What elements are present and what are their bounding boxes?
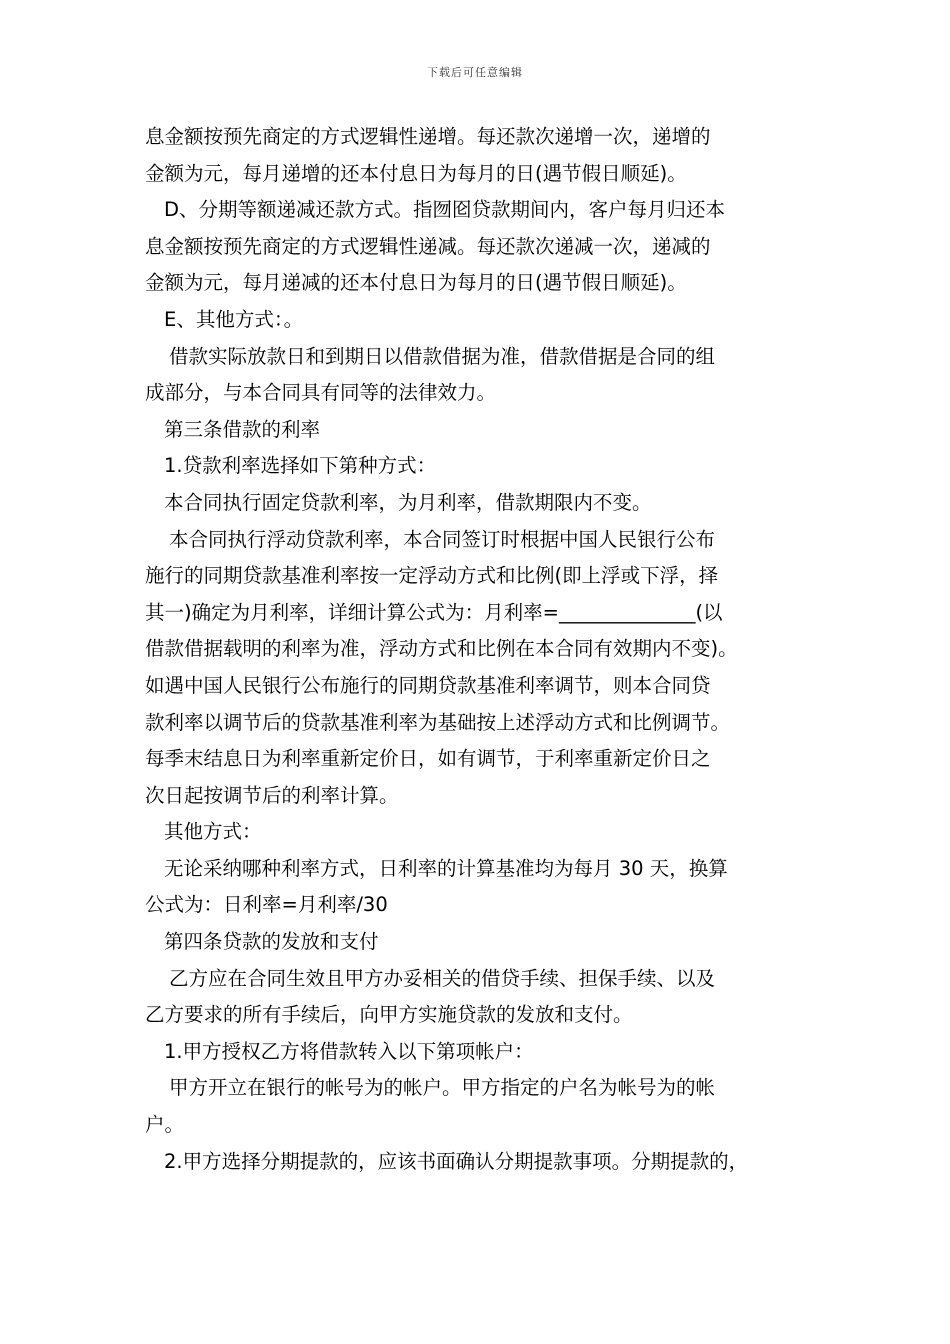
text-line: 1.贷款利率选择如下第种方式： [164, 454, 437, 478]
text-line: 甲方开立在银行的帐号为的帐户。甲方指定的户名为帐号为的帐 [169, 1076, 716, 1100]
text-line: 第三条借款的利率 [164, 417, 321, 441]
text-line: 息金额按预先商定的方式逻辑性递减。每还款次递减一次，递减的 [145, 234, 711, 258]
text-line: 次日起按调节后的利率计算。 [145, 783, 399, 807]
text-line: 施行的同期贷款基准利率按一定浮动方式和比例(即上浮或下浮，择 [145, 564, 719, 588]
text-line: 每季末结息日为利率重新定价日，如有调节，于利率重新定价日之 [145, 747, 711, 771]
text-line: D、分期等额递减还款方式。指囫囵贷款期间内，客户每月归还本 [164, 198, 726, 222]
text-line: 息金额按预先商定的方式逻辑性递增。每还款次递增一次，递增的 [145, 125, 711, 148]
text-line: 户。 [145, 1113, 185, 1137]
text-line: 其一)确定为月利率，详细计算公式为：月利率=______________(以 [145, 600, 723, 624]
text-line: 乙方应在合同生效且甲方办妥相关的借贷手续、担保手续、以及 [169, 966, 716, 990]
document-body [145, 119, 810, 1180]
text-line: E、其他方式：。 [164, 307, 304, 331]
text-line: 2.甲方选择分期提款的，应该书面确认分期提款事项。分期提款的， [164, 1149, 749, 1173]
text-line: 借款借据载明的利率为准，浮动方式和比例在本合同有效期内不变)。 [145, 637, 738, 661]
text-line: 乙方要求的所有手续后，向甲方实施贷款的发放和支付。 [145, 1003, 633, 1027]
text-line: 公式为：日利率=月利率/30 [145, 893, 388, 917]
text-line: 如遇中国人民银行公布施行的同期贷款基准利率调节，则本合同贷 [145, 673, 711, 697]
text-line: 金额为元，每月递增的还本付息日为每月的日(遇节假日顺延)。 [145, 161, 687, 185]
text-line: 款利率以调节后的贷款基准利率为基础按上述浮动方式和比例调节。 [145, 710, 731, 734]
page-header: 下载后可任意编辑 [427, 66, 523, 79]
text-line: 本合同执行浮动贷款利率，本合同签订时根据中国人民银行公布 [169, 527, 716, 551]
text-line: 本合同执行固定贷款利率，为月利率，借款期限内不变。 [164, 490, 652, 514]
text-line: 成部分，与本合同具有同等的法律效力。 [145, 381, 497, 405]
text-line: 金额为元，每月递减的还本付息日为每月的日(遇节假日顺延)。 [145, 271, 687, 295]
text-line: 1.甲方授权乙方将借款转入以下第项帐户： [164, 1039, 534, 1063]
text-line: 第四条贷款的发放和支付 [164, 930, 379, 954]
text-line: 借款实际放款日和到期日以借款借据为准，借款借据是合同的组 [169, 344, 716, 368]
text-line: 其他方式： [164, 820, 262, 844]
text-line: 无论采纳哪种利率方式，日利率的计算基准均为每月 30 天，换算 [164, 856, 728, 880]
